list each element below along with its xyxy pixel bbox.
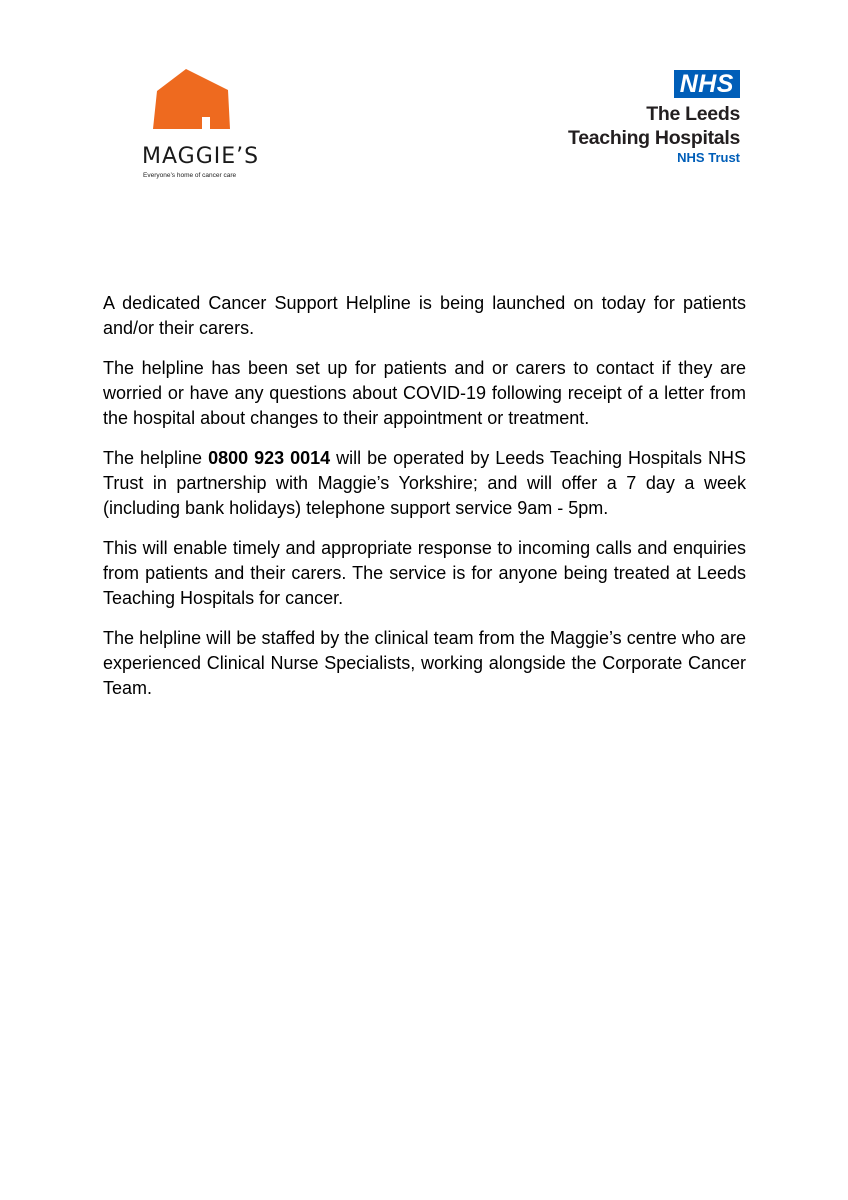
nhs-name-line2: Teaching Hospitals [568, 127, 740, 149]
nhs-name-line1: The Leeds [646, 103, 740, 125]
nhs-org-name [540, 102, 740, 150]
paragraph-staffing: The helpline will be staffed by the clinical team from the Maggie’s centre who are experienced Clinical Nurse Specialists, working alongside the Corporate Cancer Team. [103, 628, 746, 698]
paragraph-launch: A dedicated Cancer Support Helpline is being launched on today for patients and/or their carers. [103, 293, 746, 338]
helpline-intro-text: The helpline [103, 448, 209, 468]
maggies-logo [140, 68, 260, 184]
paragraph-helpline-details [103, 446, 746, 521]
maggies-wordmark: MAGGIE’S [142, 144, 260, 169]
nhs-trust-label: NHS Trust [677, 150, 740, 165]
house-icon [150, 68, 230, 130]
nhs-badge: NHS [674, 70, 740, 98]
maggies-tagline: Everyone’s home of cancer care [143, 172, 237, 179]
nhs-logo [540, 70, 740, 166]
helpline-details-text: will be operated by Leeds Teaching Hospitals NHS Trust in partnership with Maggie’s Yorkshire; and will offer a 7 day a week (including bank holidays) telephone support service 9am - 5pm. [103, 448, 746, 518]
paragraph-response: This will enable timely and appropriate response to incoming calls and enquiries from patients and their carers. The service is for anyone being treated at Leeds Teaching Hospitals for cancer. [103, 538, 746, 608]
helpline-phone-number: 0800 923 0014 [208, 448, 331, 468]
document-body [103, 291, 746, 716]
paragraph-purpose: The helpline has been set up for patients and or carers to contact if they are worried or have any questions about COVID-19 following receipt of a letter from the hospital about changes to their appointment or treatment. [103, 358, 746, 428]
